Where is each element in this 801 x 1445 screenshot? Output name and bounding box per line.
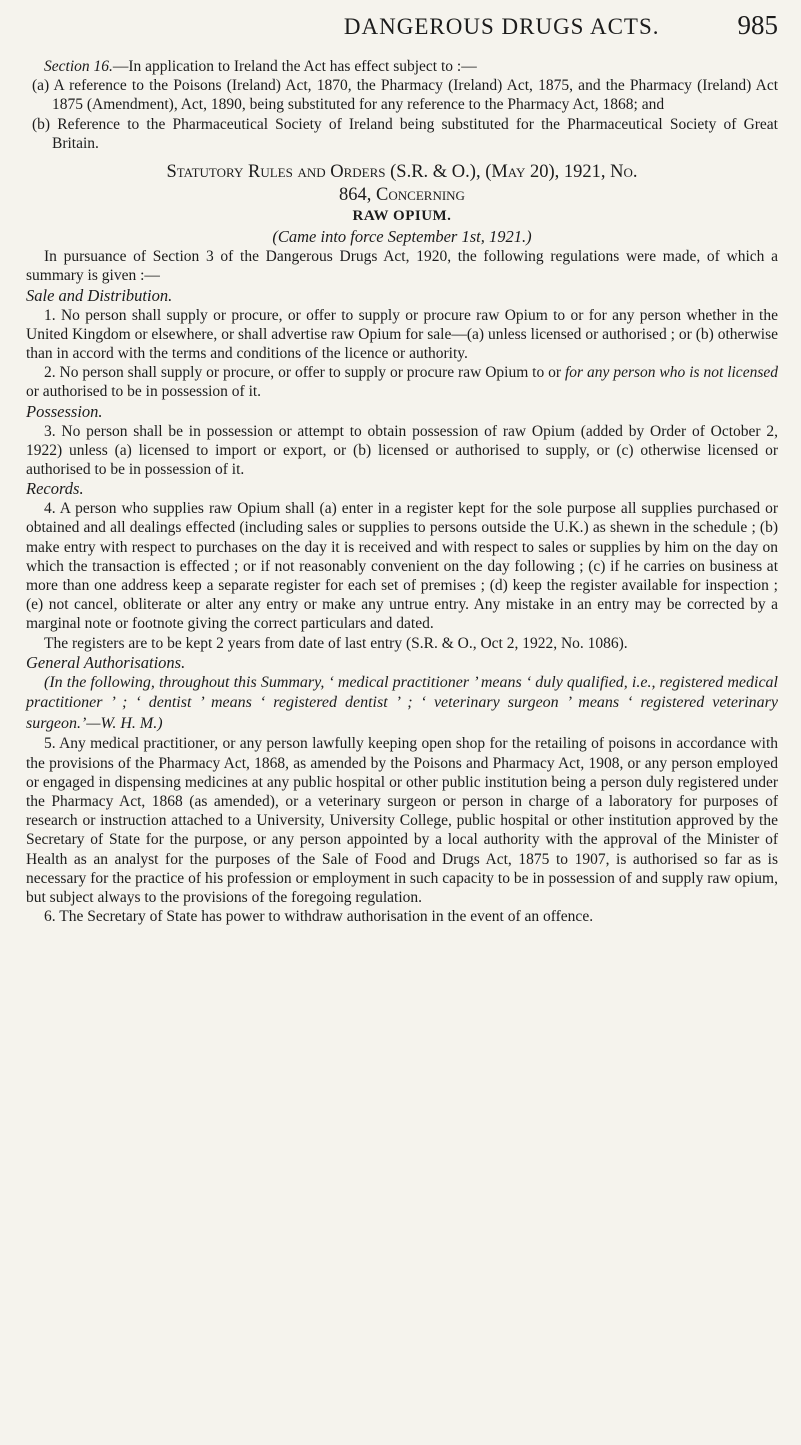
commencement-note: (Came into force September 1st, 1921.) [272, 227, 532, 247]
regulation-4-retention: The registers are to be kept 2 years from date of last entry (S.R. & O., Oct 2, 1922, No. 1086). [44, 634, 628, 652]
order-title-line2: 864, Concerning [339, 185, 465, 206]
page-header [26, 10, 778, 41]
regulation-6: 6. The Secretary of State has power to withdraw authorisation in the event of an offence. [44, 908, 594, 926]
section-16-item-b: (b) Reference to the Pharmaceutical Society of Ireland being substituted for the Pharmaceutical Society of Great Britain. [32, 115, 778, 152]
section-16-item-a: (a) A reference to the Poisons (Ireland) Act, 1870, the Pharmacy (Ireland) Act, 1875, and the Pharmacy (Ireland) Act 1875 (Amendment), Act, 1890, being substituted for any reference to the Pharmacy Act, 1868; and [32, 77, 778, 114]
preamble: In pursuance of Section 3 of the Dangerous Drugs Act, 1920, the following regulations were made, of which a summary is given :— [26, 248, 778, 285]
section-16-label: Section 16. [44, 58, 113, 75]
heading-sale: Sale and Distribution. [26, 285, 173, 305]
regulation-1: 1. No person shall supply or procure, or offer to supply or procure raw Opium to or for any person whether in the United Kingdom or elsewhere, or shall advertise raw Opium for sale—(a) unless licensed or authorised ; or (b) otherwise than in accord with the terms and conditions of the licence or authority. [26, 306, 778, 363]
heading-possession: Possession. [26, 401, 103, 421]
page [26, 10, 778, 1435]
heading-records: Records. [26, 479, 84, 499]
heading-general: General Authorisations. [26, 652, 186, 672]
regulation-2 [26, 363, 778, 401]
order-title-line1: Statutory Rules and Orders (S.R. & O.), (May 20), 1921, No. [166, 162, 638, 183]
section-16-intro [26, 57, 778, 76]
regulation-3: 3. No person shall be in possession or attempt to obtain possession of raw Opium (added by Order of October 2, 1922) unless (a) licensed to import or export, or (b) licensed or authorised to supply, or (c) otherwise licensed or authorised to be in possession of it. [26, 422, 778, 479]
definitions-note: (In the following, throughout this Summary, ‘ medical practitioner ’ means ‘ duly qualified, i.e., registered medical practitioner ’ ; ‘ dentist ’ means ‘ registered dentist ’ ; ‘ veterinary surgeon ’ means ‘ registered veterinary surgeon.’—W. H. M.) [26, 673, 778, 732]
regulation-2-end: or authorised to be in possession of it. [26, 383, 262, 401]
page-number: 985 [737, 10, 778, 40]
running-head: DANGEROUS DRUGS ACTS. [343, 14, 660, 39]
regulation-5: 5. Any medical practitioner, or any person lawfully keeping open shop for the retailing of poisons in accordance with the provisions of the Pharmacy Act, 1868, as amended by the Poisons and Pharmacy Act, 1908, or any person employed or engaged in dispensing medicines at any public hospital or other public institution being a person duly registered under the Pharmacy Act, 1868 (as amended), or a veterinary surgeon or person in charge of a laboratory for purposes of research or instruction attached to a University, University College, public hospital or other institution approved by the Secretary of State for the purpose, or any person appointed by a local authority with the approval of the Minister of Health as an analyst for the purposes of the Sale of Food and Drugs Act, 1875 to 1907, is authorised so far as is necessary for the practice of his profession or employment in such capacity to be in possession of and supply raw opium, but subject always to the provisions of the foregoing regulation. [26, 735, 778, 906]
order-subject: RAW OPIUM. [352, 208, 452, 225]
regulation-2-start: 2. No person shall supply or procure, or offer to supply or procure raw Opium to or [44, 364, 565, 382]
section-16-text: —In application to Ireland the Act has effect subject to :— [112, 58, 477, 75]
regulation-2-italic: for any person who is not licensed [565, 364, 778, 382]
regulation-4: 4. A person who supplies raw Opium shall (a) enter in a register kept for the sole purpose all supplies purchased or obtained and all dealings effected (including sales or supplies to persons outside the U.K.) as shewn in the schedule ; (b) make entry with respect to purchases on the day it is received and with respect to sales or supplies by him on the day on which the transaction is effected ; or if not reasonably convenient on the day following ; (c) if he carries on business at more than one address keep a separate register for each set of premises ; (d) keep the register available for inspection ; (e) not cancel, obliterate or alter any entry or make any untrue entry. Any mistake in an entry may be corrected by a marginal note or footnote giving the correct particulars and dated. [26, 500, 778, 633]
